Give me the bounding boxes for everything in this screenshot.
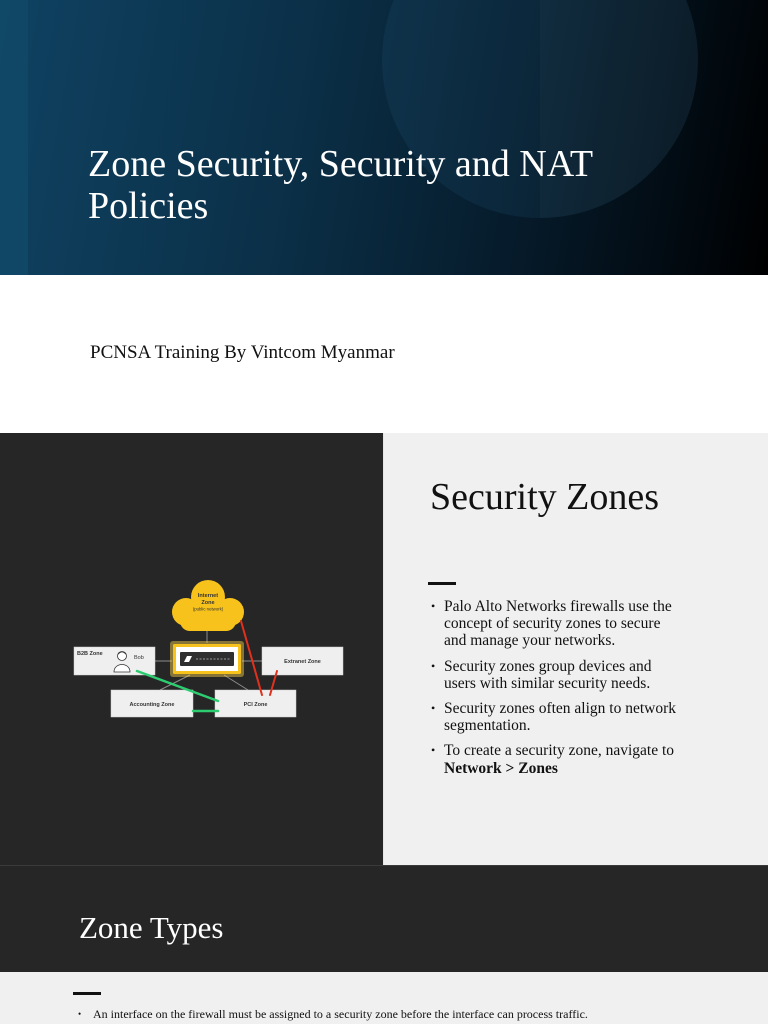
slide-security-zones: [0, 433, 768, 865]
link-firewall-pci: [224, 675, 248, 690]
bullet-bold-text: Network > Zones: [444, 759, 558, 777]
presentation-subtitle: PCNSA Training By Vintcom Myanmar: [90, 342, 395, 363]
user-name-label: Bob: [134, 655, 144, 661]
diagram-panel: [0, 433, 383, 865]
user-icon-head: [118, 652, 127, 661]
title-background: [0, 0, 768, 275]
slide-zone-types: [0, 865, 768, 1024]
bullet-text: Security zones often align to network segmentation.: [444, 700, 677, 735]
network-zone-diagram: [0, 433, 383, 865]
bullet-list: [78, 1007, 764, 1021]
slide-title: [0, 0, 768, 433]
slide-heading: Security Zones: [430, 476, 660, 518]
bullet-text: Palo Alto Networks firewalls use the concept of security zones to secure and manage your networks.: [444, 598, 672, 650]
presentation-title: Zone Security, Security and NAT Policies: [88, 143, 593, 227]
decorative-strip: [0, 0, 28, 275]
b2b-zone-label: B2B Zone: [77, 651, 103, 657]
bullet-text: Security zones group devices and users with similar security needs.: [444, 657, 652, 692]
accent-divider: [73, 992, 101, 995]
bullet-text: An interface on the firewall must be assigned to a security zone before the interface can process traffic.: [93, 1007, 588, 1021]
list-item: [430, 658, 760, 692]
content-panel: [384, 433, 768, 865]
extranet-zone-label: Extranet Zone: [284, 659, 321, 665]
accounting-zone-label: Accounting Zone: [129, 702, 175, 708]
pci-zone-label: PCI Zone: [243, 702, 268, 708]
cloud-label-line-2: Zone: [201, 600, 215, 606]
list-item: [78, 1007, 764, 1021]
list-item: [430, 700, 760, 734]
firewall-appliance-icon: [170, 641, 244, 677]
cloud-label-line-1: Internet: [197, 593, 219, 599]
red-path-internet-to-pci: [241, 621, 262, 695]
bullet-text: To create a security zone, navigate to: [444, 742, 675, 760]
heading-band: [0, 865, 768, 972]
list-item: [430, 598, 760, 650]
list-item: [430, 742, 760, 776]
accent-divider: [428, 582, 456, 585]
cloud-label-line-3: (public network): [192, 606, 224, 612]
slide-heading: Zone Types: [79, 910, 224, 945]
bullet-list: [430, 598, 760, 785]
